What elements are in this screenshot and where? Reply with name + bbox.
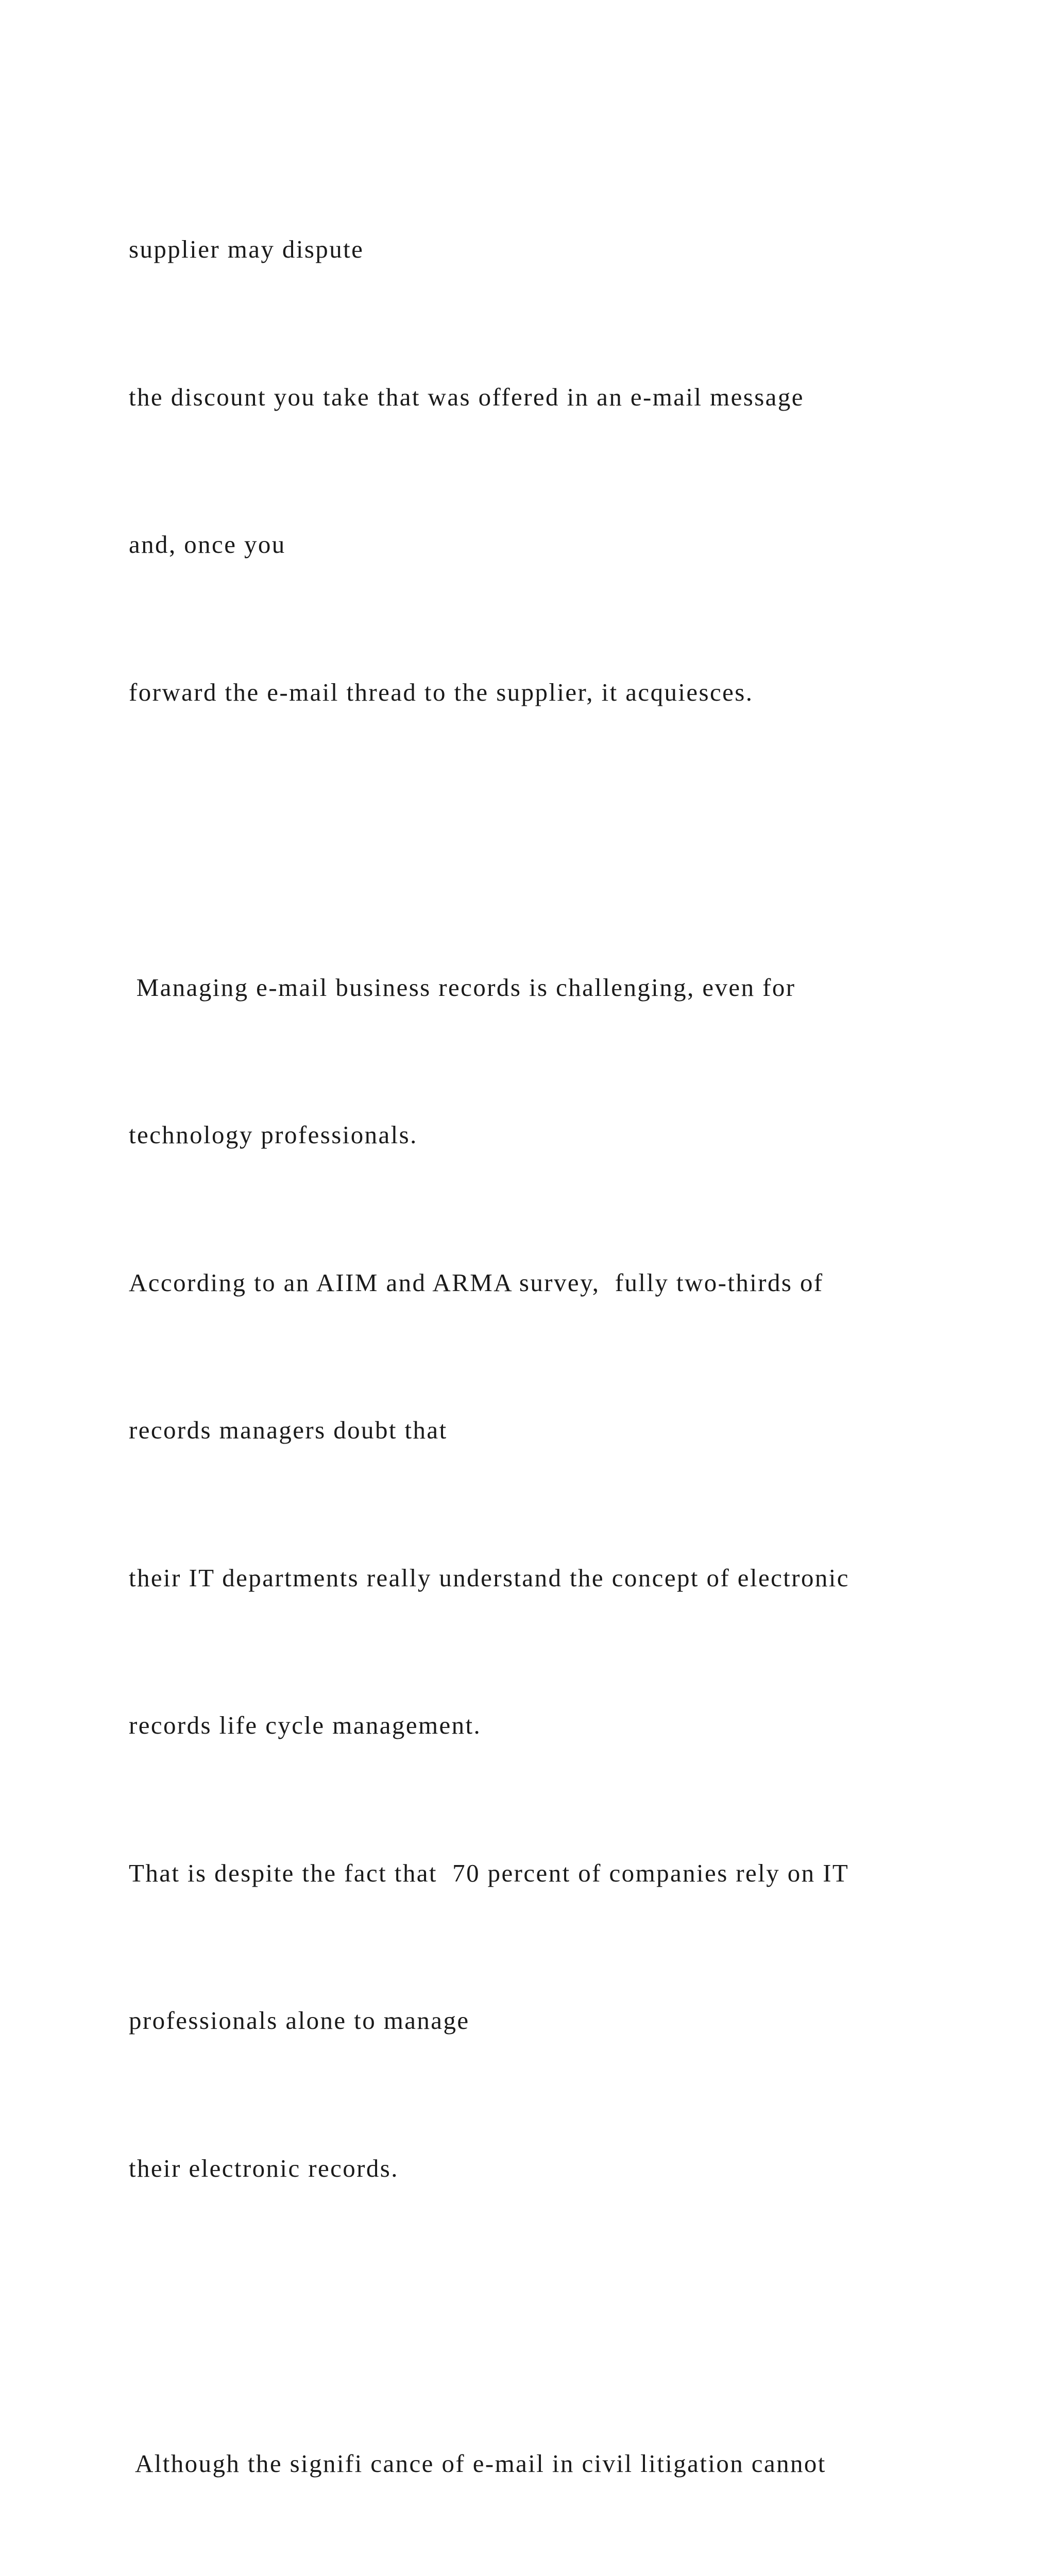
text-line: their IT departments really understand the concept of electronic <box>129 1563 849 1592</box>
blank-line <box>129 2291 1005 2341</box>
text-line: That is despite the fact that 70 percent of companies rely on IT <box>129 1858 849 1887</box>
text-line: professionals alone to manage <box>129 2006 470 2035</box>
text-line: records life cycle management. <box>129 1711 482 1739</box>
text-line: and, once you <box>129 530 286 558</box>
text-line: supplier may dispute <box>129 235 364 263</box>
text-line: According to an AIIM and ARMA survey, fully two-thirds of <box>129 1268 824 1297</box>
text-line: technology professionals. <box>129 1121 418 1149</box>
body-text <box>129 126 1005 2576</box>
text-line: forward the e-mail thread to the supplier, it acquiesces. <box>129 677 754 706</box>
text-line: Although the signifi cance of e-mail in civil litigation cannot <box>129 2449 826 2478</box>
text-line: the discount you take that was offered in an e-mail message <box>129 382 804 411</box>
blank-line <box>129 815 1005 865</box>
text-line: records managers doubt that <box>129 1416 448 1444</box>
text-line: their electronic records. <box>129 2154 399 2182</box>
text-line: Managing e-mail business records is challenging, even for <box>129 973 796 1002</box>
